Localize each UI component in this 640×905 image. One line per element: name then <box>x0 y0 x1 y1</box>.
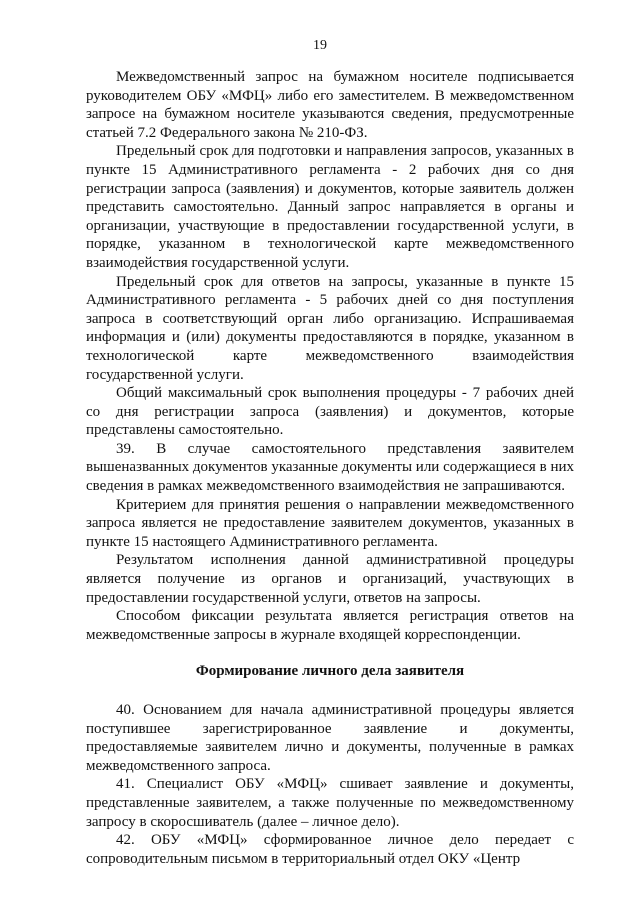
page-number: 19 <box>313 38 327 53</box>
section-heading: Формирование личного дела заявителя <box>195 663 465 680</box>
paragraph: 39. В случае самостоятельного представления заявителем вышеназванных документов указанные документы или содержащиеся в них сведения в рамках межведомственного взаимодействия не запрашиваются. <box>86 440 574 495</box>
paragraph: Предельный срок для подготовки и направления запросов, указанных в пункте 15 Административного регламента - 2 рабочих дня со дня регистрации запроса (заявления) и документов, которые заявитель должен представить самостоятельно. Данный запрос направляется в органы и организации, участвующие в предоставлении государственной услуги, в порядке, указанном в технологической карте межведомственного взаимодействия государственной услуги. <box>86 143 574 271</box>
paragraph: Критерием для принятия решения о направлении межведомственного запроса является не предоставление заявителем документов, указанных в пункте 15 настоящего Административного регламента. <box>86 496 574 550</box>
paragraph: Способом фиксации результата является регистрация ответов на межведомственные запросы в журнале входящей корреспонденции. <box>86 608 574 643</box>
paragraph: Результатом исполнения данной административной процедуры является получение из органов и организаций, участвующих в предоставлении государственной услуги, ответов на запросы. <box>86 552 574 606</box>
paragraph: 40. Основанием для начала административной процедуры является поступившее зарегистрированное заявление и документы, предоставляемые заявителем лично и документы, полученные в рамках межведомственного запроса. <box>86 702 574 774</box>
paragraph: 42. ОБУ «МФЦ» сформированное личное дело передает с сопроводительным письмом в территориальный отдел ОКУ «Центр <box>86 832 574 867</box>
paragraph: Межведомственный запрос на бумажном носителе подписывается руководителем ОБУ «МФЦ» либо его заместителем. В межведомственном запросе на бумажном носителе указываются сведения, предусмотренные статьей 7.2 Федерального закона № 210-ФЗ. <box>86 69 574 141</box>
body-text <box>86 68 574 868</box>
paragraph: Общий максимальный срок выполнения процедуры - 7 рабочих дней со дня регистрации запроса (заявления) и документов, которые представлены самостоятельно. <box>86 385 574 439</box>
paragraph: 41. Специалист ОБУ «МФЦ» сшивает заявление и документы, представленные заявителем, а также полученные по межведомственному запросу в скоросшиватель (далее – личное дело). <box>86 776 574 830</box>
paragraph: Предельный срок для ответов на запросы, указанные в пункте 15 Административного регламента - 5 рабочих дней со дня поступления запроса в соответствующий орган либо организацию. Испрашиваемая информация и (или) документы предоставляются в порядке, указанном в технологической карте межведомственного взаимодействия государственной услуги. <box>86 273 574 383</box>
